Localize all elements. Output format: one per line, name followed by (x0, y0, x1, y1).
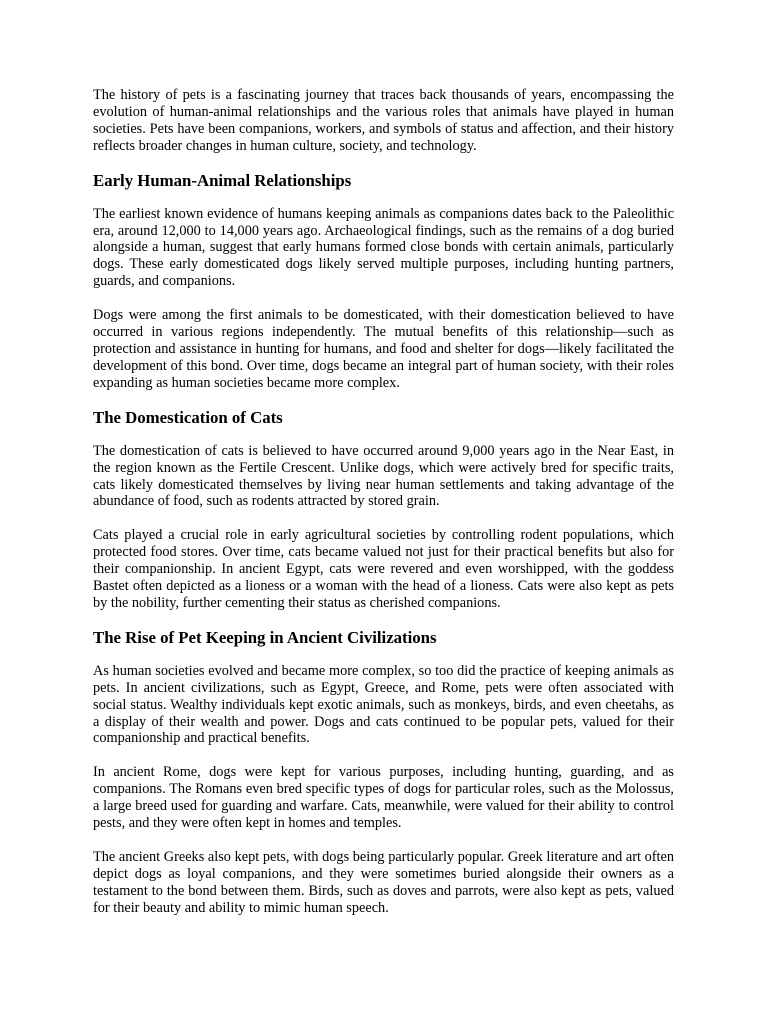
paragraph: As human societies evolved and became more complex, so too did the practice of keeping animals as pets. In ancient civilizations, such as Egypt, Greece, and Rome, pets were often associated with social status. Wealthy individuals kept exotic animals, such as monkeys, birds, and even cheetahs, as a display of their wealth and power. Dogs and cats continued to be popular pets, valued for their companionship and practical benefits. (93, 662, 674, 747)
paragraph: The domestication of cats is believed to have occurred around 9,000 years ago in the Near East, in the region known as the Fertile Crescent. Unlike dogs, which were actively bred for specific traits, cats likely domesticated themselves by living near human settlements and taking advantage of the abundance of food, such as rodents attracted by stored grain. (93, 442, 674, 510)
paragraph: The ancient Greeks also kept pets, with dogs being particularly popular. Greek literature and art often depict dogs as loyal companions, and they were sometimes buried alongside their owners as a testament to the bond between them. Birds, such as doves and parrots, were also kept as pets, valued for their beauty and ability to mimic human speech. (93, 849, 674, 916)
section-heading-ancient-civilizations: The Rise of Pet Keeping in Ancient Civilizations (93, 627, 437, 647)
intro-paragraph: The history of pets is a fascinating journey that traces back thousands of years, encompassing the evolution of human-animal relationships and the various roles that animals have played in human societies. Pets have been companions, workers, and symbols of status and affection, and their history reflects broader changes in human culture, society, and technology. (93, 87, 674, 154)
section-heading-domestication-of-cats: The Domestication of Cats (93, 407, 283, 427)
paragraph: Cats played a crucial role in early agricultural societies by controlling rodent populations, which protected food stores. Over time, cats became valued not just for their practical benefits but also for their companionship. In ancient Egypt, cats were revered and even worshipped, with the goddess Bastet often depicted as a lioness or a woman with the head of a lioness. Cats were also kept as pets by the nobility, further cementing their status as cherished companions. (93, 527, 674, 611)
document-page (93, 87, 674, 917)
paragraph: In ancient Rome, dogs were kept for various purposes, including hunting, guarding, and as companions. The Romans even bred specific types of dogs for particular roles, such as the Molossus, a large breed used for guarding and warfare. Cats, meanwhile, were valued for their ability to control pests, and they were often kept in homes and temples. (93, 764, 674, 832)
paragraph: The earliest known evidence of humans keeping animals as companions dates back to the Paleolithic era, around 12,000 to 14,000 years ago. Archaeological findings, such as the remains of a dog buried alongside a human, suggest that early humans formed close bonds with certain animals, particularly dogs. These early domesticated dogs likely served multiple purposes, including hunting partners, guards, and companions. (93, 205, 674, 290)
section-heading-early-relationships: Early Human-Animal Relationships (93, 170, 352, 190)
paragraph: Dogs were among the first animals to be domesticated, with their domestication believed to have occurred in various regions independently. The mutual benefits of this relationship—such as protection and assistance in hunting for humans, and food and shelter for dogs—likely facilitated the development of this bond. Over time, dogs became an integral part of human society, with their roles expanding as human societies became more complex. (93, 307, 674, 391)
